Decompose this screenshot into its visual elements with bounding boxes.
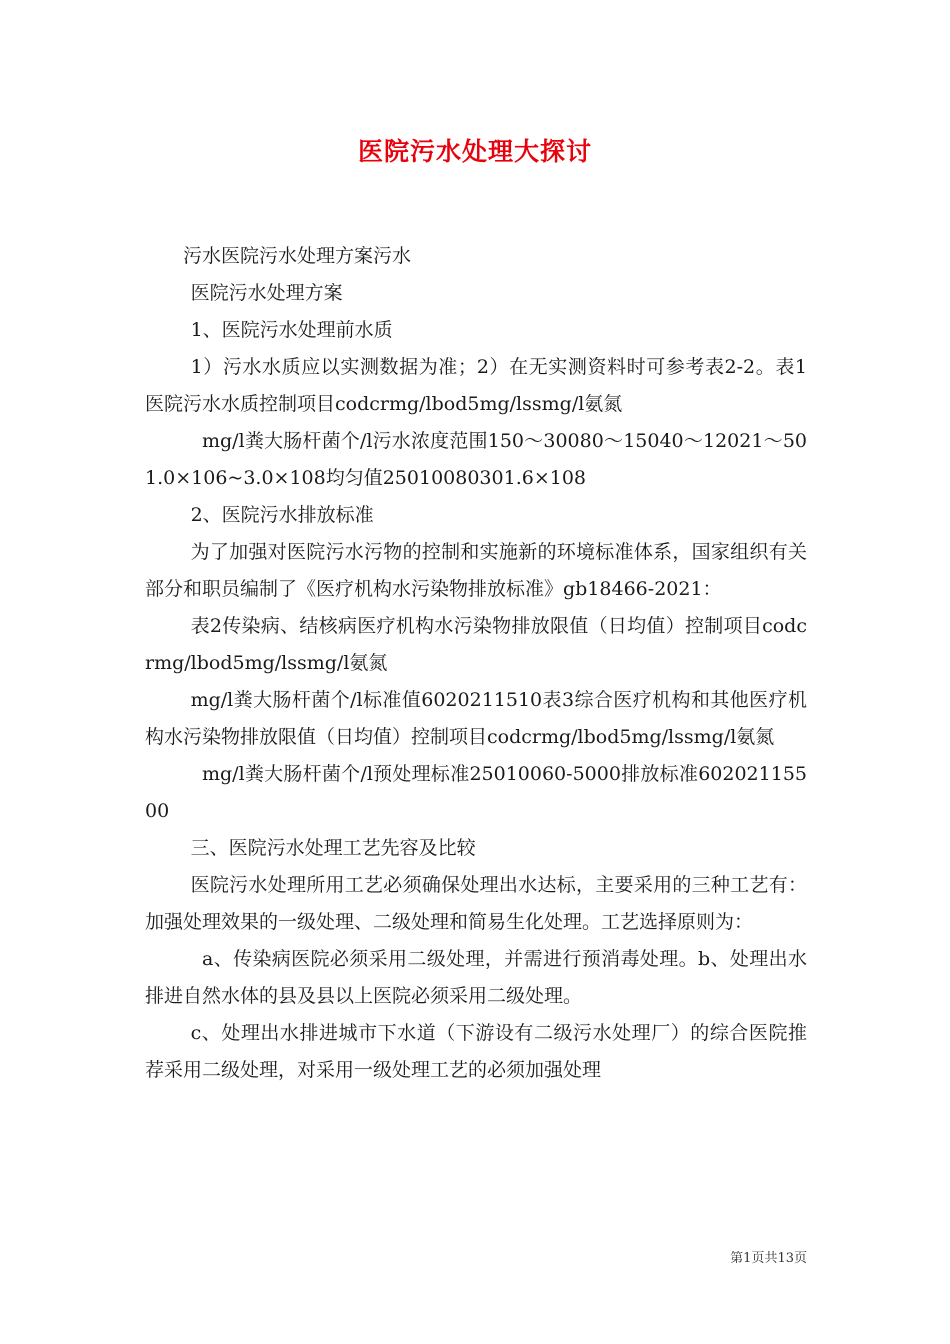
paragraph: 为了加强对医院污水污物的控制和实施新的环境标准体系，国家组织有关部分和职员编制了《医疗机构水污染物排放标准》gb18466-2021： bbox=[145, 541, 807, 600]
paragraph: c、处理出水排进城市下水道（下游设有二级污水处理厂）的综合医院推荐采用二级处理，对采用一级处理工艺的必须加强处理 bbox=[145, 1022, 807, 1081]
paragraph: 医院污水处理所用工艺必须确保处理出水达标，主要采用的三种工艺有：加强处理效果的一级处理、二级处理和简易生化处理。工艺选择原则为： bbox=[145, 874, 807, 933]
paragraph: 表2传染病、结核病医疗机构水污染物排放限值（日均值）控制项目codcrmg/lbod5mg/lssmg/l氨氮 bbox=[145, 615, 807, 674]
paragraph: mg/l粪大肠杆菌个/l污水浓度范围150～30080～15040～12021～501.0×106~3.0×108均匀值25010080301.6×108 bbox=[145, 430, 807, 489]
paragraph: mg/l粪大肠杆菌个/l预处理标准25010060-5000排放标准60202115500 bbox=[145, 763, 807, 822]
paragraph: 污水医院污水处理方案污水 bbox=[183, 245, 412, 267]
section-heading: 三、医院污水处理工艺先容及比较 bbox=[190, 837, 476, 859]
document-body bbox=[145, 238, 807, 1089]
paragraph: a、传染病医院必须采用二级处理，并需进行预消毒处理。b、处理出水排进自然水体的县及县以上医院必须采用二级处理。 bbox=[145, 948, 807, 1007]
section-heading: 1、医院污水处理前水质 bbox=[190, 319, 393, 341]
paragraph: 1）污水水质应以实测数据为准；2）在无实测资料时可参考表2-2。表1医院污水水质控制项目codcrmg/lbod5mg/lssmg/l氨氮 bbox=[145, 356, 807, 415]
paragraph: 医院污水处理方案 bbox=[190, 282, 343, 304]
page-number-footer: 第1页共13页 bbox=[730, 1251, 807, 1266]
document-title: 医院污水处理大探讨 bbox=[357, 137, 592, 166]
section-heading: 2、医院污水排放标准 bbox=[190, 504, 374, 526]
paragraph: mg/l粪大肠杆菌个/l标准值6020211510表3综合医疗机构和其他医疗机构水污染物排放限值（日均值）控制项目codcrmg/lbod5mg/lssmg/l氨氮 bbox=[145, 689, 807, 748]
